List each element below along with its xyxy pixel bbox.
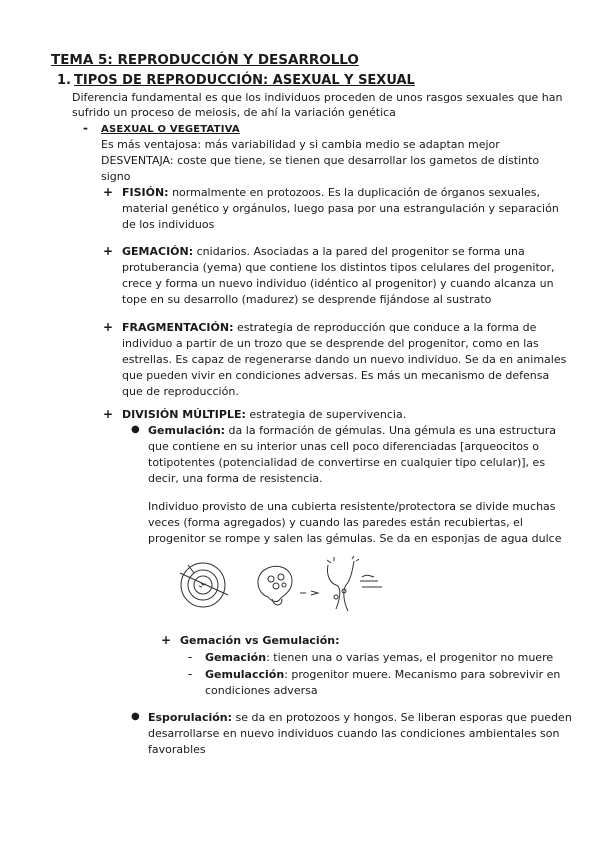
plus-bullet: + (103, 320, 114, 334)
division-term: DIVISIÓN MÚLTIPLE: (122, 408, 246, 421)
fision-term: FISIÓN: (122, 186, 169, 199)
gemacion-term: GEMACIÓN: (122, 245, 194, 258)
gemule-sketch-3 (327, 556, 382, 611)
asexual-line-3: signo (101, 170, 131, 183)
plus-bullet: + (161, 633, 172, 647)
gemulacion-para2-line-3: progenitor se rompe y salen las gémulas. Se da en esponjas de agua dulce (148, 532, 562, 545)
asexual-line-1: Es más ventajosa: más variabilidad y si cambia medio se adaptan mejor (101, 138, 500, 151)
dash-bullet: - (188, 650, 193, 664)
asexual-line-2: DESVENTAJA: coste que tiene, se tienen que desarrollar los gametos de distinto (101, 154, 540, 167)
gemulacion-line-2: que contiene en su interior unas cell poco diferenciadas [arqueocitos o (148, 440, 539, 453)
versus-gemulacion-line-2: condiciones adversa (205, 684, 318, 697)
asexual-heading: ASEXUAL O VEGETATIVA (101, 124, 240, 135)
gemule-sketch-figure (168, 555, 430, 617)
intro-line-1: Diferencia fundamental es que los individuos proceden de unos rasgos sexuales que han (72, 91, 563, 104)
plus-bullet: + (103, 185, 114, 199)
fragmentacion-line-5: que de reproducción. (122, 385, 239, 398)
fragmentacion-term: FRAGMENTACIÓN: (122, 321, 234, 334)
fision-line-2: material genético y orgánulos, luego pasa por una estrangulación y separación (122, 202, 559, 215)
page-title: TEMA 5: REPRODUCCIÓN Y DESARROLLO (51, 52, 359, 68)
versus-gemulacion-line-1: Gemulacción: progenitor muere. Mecanismo para sobrevivir en (205, 668, 561, 681)
dot-bullet: ● (131, 711, 140, 722)
esporulacion-line-1: Esporulación: se da en protozoos y hongos. Se liberan esporas que pueden (148, 711, 572, 724)
section-heading: TIPOS DE REPRODUCCIÓN: ASEXUAL Y SEXUAL (74, 73, 415, 88)
fragmentacion-line-3: estrellas. Es capaz de regenerarse dando un nuevo individuo. Se da en animales (122, 353, 567, 366)
gemulacion-para2-line-2: veces (forma agregados) y cuando las paredes están recubiertas, el (148, 516, 523, 529)
gemulacion-line-1: Gemulación: da la formación de gémulas. Una gémula es una estructura (148, 424, 557, 437)
plus-bullet: + (103, 407, 114, 421)
fision-line-3: de los individuos (122, 218, 215, 231)
versus-gemacion-term: Gemación (205, 651, 267, 664)
gemulacion-para2-line-1: Individuo provisto de una cubierta resistente/protectora se divide muchas (148, 500, 556, 513)
esporulacion-term: Esporulación: (148, 711, 233, 724)
versus-gemacion-line: Gemación: tienen una o varias yemas, el progenitor no muere (205, 651, 554, 664)
gemacion-line-2: protuberancia (yema) que contiene los distintos tipos celulares del progenitor, (122, 261, 555, 274)
fision-line-1: FISIÓN: normalmente en protozoos. Es la duplicación de órganos sexuales, (122, 186, 541, 199)
plus-bullet: + (103, 244, 114, 258)
fragmentacion-line-1: FRAGMENTACIÓN: estrategia de reproducción que conduce a la forma de (122, 321, 537, 334)
section-number: 1. (57, 73, 71, 88)
fragmentacion-line-2: individuo a partir de un trozo que se desprende del progenitor, como en las (122, 337, 539, 350)
versus-gemulacion-term: Gemulacción (205, 668, 285, 681)
dash-bullet: - (83, 121, 88, 135)
division-line: DIVISIÓN MÚLTIPLE: estrategia de supervivencia. (122, 408, 407, 421)
gemule-sketch-1 (180, 563, 228, 607)
gemacion-line-3: crece y forma un nuevo individuo (idéntico al progenitor) y cuando alcanza un (122, 277, 554, 290)
gemulacion-line-3: totipotentes (potencialidad de convertirse en cualquier tipo celular)], es (148, 456, 546, 469)
versus-heading: Gemación vs Gemulación: (180, 634, 340, 647)
gemulacion-line-4: decir, una forma de resistencia. (148, 472, 323, 485)
dot-bullet: ● (131, 424, 140, 435)
dash-bullet: - (188, 667, 193, 681)
esporulacion-line-2: desarrollarse en nuevo individuos cuando las condiciones ambientales son (148, 727, 560, 740)
gemacion-line-4: tope en su desarrollo (madurez) se desprende fijándose al sustrato (122, 293, 492, 306)
gemulacion-term: Gemulación: (148, 424, 226, 437)
gemule-sketch-2 (258, 566, 318, 605)
gemacion-line-1: GEMACIÓN: cnidarios. Asociadas a la pared del progenitor se forma una (122, 245, 525, 258)
intro-line-2: sufrido un proceso de meiosis, de ahí la variación genética (72, 106, 396, 119)
esporulacion-line-3: favorables (148, 743, 206, 756)
fragmentacion-line-4: que pueden vivir en condiciones adversas. Es más un mecanismo de defensa (122, 369, 550, 382)
